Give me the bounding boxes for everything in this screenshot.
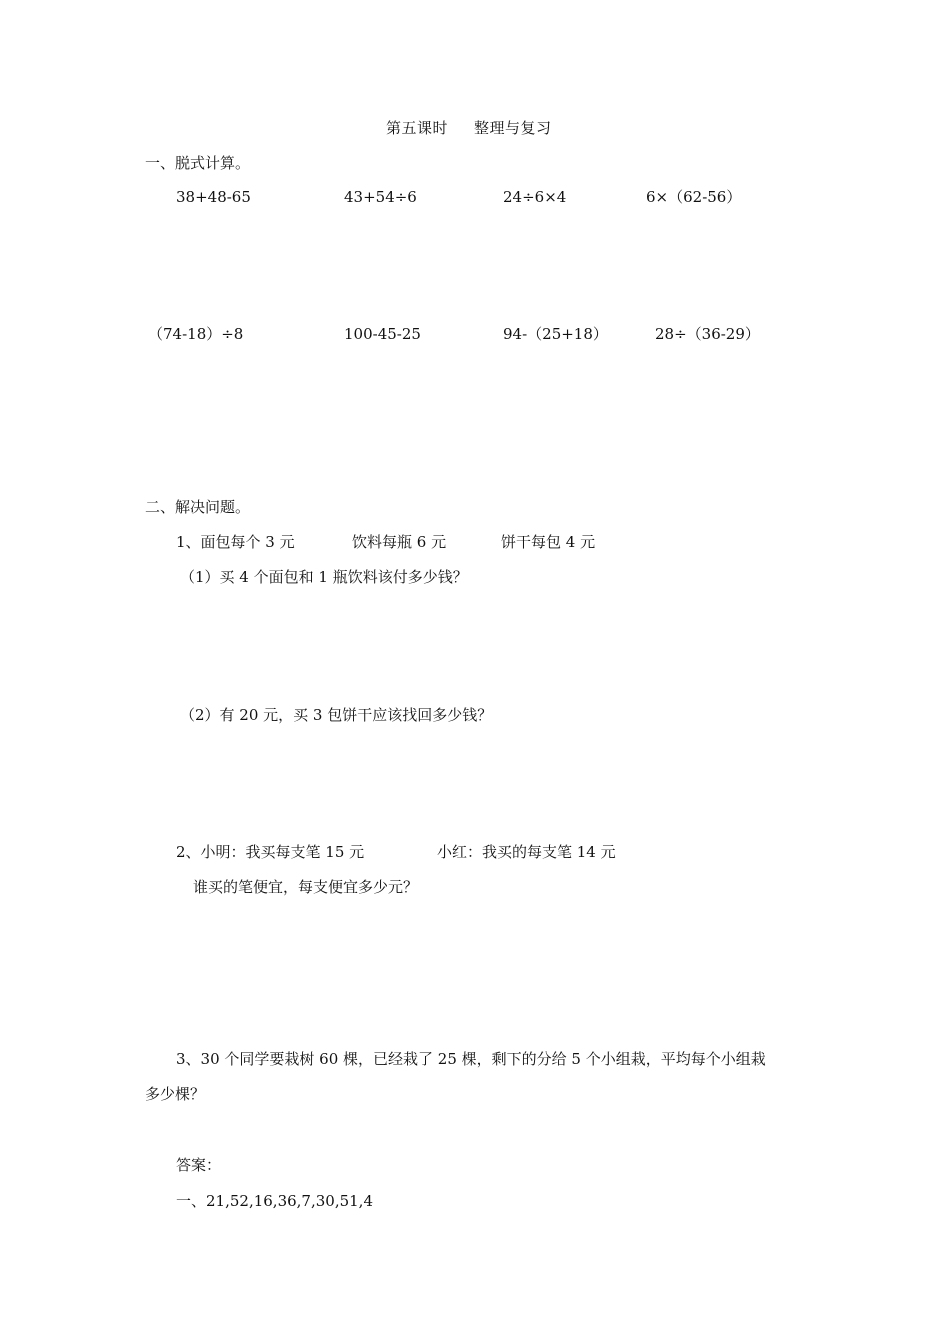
expression-4: 6×（62-56）	[646, 188, 742, 206]
section2-heading: 二、解决问题。	[145, 498, 251, 516]
expression-6: 100-45-25	[344, 325, 421, 343]
lesson-label: 第五课时	[386, 119, 449, 137]
q2-question: 谁买的笔便宜，每支便宜多少元？	[193, 878, 419, 896]
section1-heading: 一、脱式计算。	[145, 154, 251, 172]
expression-5: （74-18）÷8	[148, 325, 244, 343]
q2-xiaohong: 小红：我买的每支笔 14 元	[437, 843, 616, 861]
expression-2: 43+54÷6	[344, 188, 417, 206]
expression-7: 94-（25+18）	[503, 325, 608, 343]
q2-xiaoming: 2、小明：我买每支笔 15 元	[176, 843, 365, 861]
q1-sub2: （2）有 20 元，买 3 包饼干应该找回多少钱？	[180, 706, 493, 724]
answers-line1: 一、21,52,16,36,7,30,51,4	[176, 1192, 373, 1210]
expression-8: 28÷（36-29）	[655, 325, 760, 343]
q3-line1: 3、30 个同学要栽树 60 棵，已经栽了 25 棵，剩下的分给 5 个小组栽，平均每个小组栽	[176, 1050, 766, 1068]
q1-sub1: （1）买 4 个面包和 1 瓶饮料该付多少钱？	[180, 568, 468, 586]
page-title	[386, 121, 552, 136]
q1-price-drink: 饮料每瓶 6 元	[352, 533, 447, 551]
lesson-topic: 整理与复习	[474, 119, 552, 137]
expression-3: 24÷6×4	[503, 188, 567, 206]
q3-line2: 多少棵？	[145, 1085, 206, 1103]
q1-price-bread: 1、面包每个 3 元	[176, 533, 295, 551]
answers-heading: 答案：	[176, 1156, 222, 1174]
q1-price-biscuit: 饼干每包 4 元	[501, 533, 596, 551]
expression-1: 38+48-65	[176, 188, 251, 206]
